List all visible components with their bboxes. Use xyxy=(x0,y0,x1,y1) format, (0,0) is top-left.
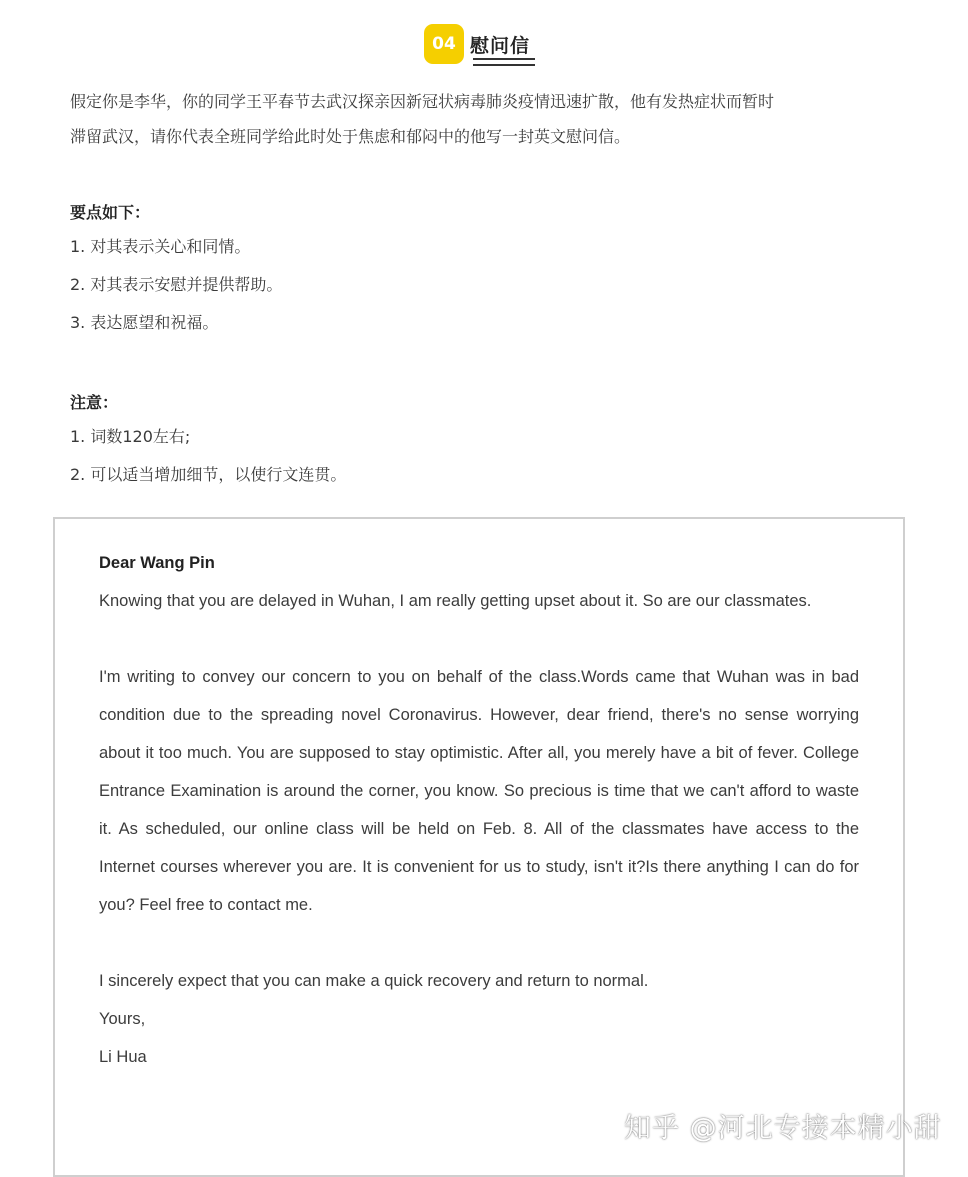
key-points-section xyxy=(70,198,282,342)
key-points-title: 要点如下： xyxy=(70,203,151,222)
letter-paragraph: Knowing that you are delayed in Wuhan, I am really getting upset about it. So are our classmates. xyxy=(99,592,812,610)
title-underline-bottom xyxy=(473,64,535,66)
letter-signature: Li Hua xyxy=(99,1048,147,1066)
paragraph-gap xyxy=(99,924,859,962)
paragraph-gap xyxy=(99,620,859,658)
section-title: 慰问信 xyxy=(470,34,531,57)
letter-paragraph: I sincerely expect that you can make a quick recovery and return to normal. xyxy=(99,972,649,990)
notes-section xyxy=(70,388,346,494)
key-point-item: 1. 对其表示关心和同情。 xyxy=(70,237,251,256)
sample-letter xyxy=(99,544,859,1076)
letter-salutation: Dear Wang Pin xyxy=(99,554,215,572)
letter-paragraph: I'm writing to convey our concern to you on behalf of the class.Words came that Wuhan was in bad condition due to the spreading novel Coronavirus. However, dear friend, there's no sense worrying about it too much. You are supposed to stay optimistic. After all, you merely have a bit of fever. College Entrance Examination is around the corner, you know. So precious is time that we can't afford to waste it. As scheduled, our online class will be held on Feb. 8. All of the classmates have access to the Internet courses wherever you are. It is convenient for us to study, isn't it?Is there anything I can do for you? Feel free to contact me. xyxy=(99,668,859,914)
key-point-item: 3. 表达愿望和祝福。 xyxy=(70,313,219,332)
key-point-item: 2. 对其表示安慰并提供帮助。 xyxy=(70,275,283,294)
notes-title: 注意： xyxy=(70,393,119,412)
note-item: 2. 可以适当增加细节，以使行文连贯。 xyxy=(70,465,347,484)
task-prompt-line: 滞留武汉，请你代表全班同学给此时处于焦虑和郁闷中的他写一封英文慰问信。 xyxy=(70,127,631,146)
task-prompt xyxy=(70,84,900,154)
title-underline-top xyxy=(473,58,535,60)
task-prompt-line: 假定你是李华，你的同学王平春节去武汉探亲因新冠状病毒肺炎疫情迅速扩散，他有发热症状而暂时 xyxy=(70,92,775,111)
watermark: 知乎 @河北专接本精小甜 xyxy=(624,1113,942,1144)
letter-closing: Yours, xyxy=(99,1010,146,1028)
note-item: 1. 词数120左右; xyxy=(70,427,191,446)
section-number-badge: 04 xyxy=(424,24,464,64)
